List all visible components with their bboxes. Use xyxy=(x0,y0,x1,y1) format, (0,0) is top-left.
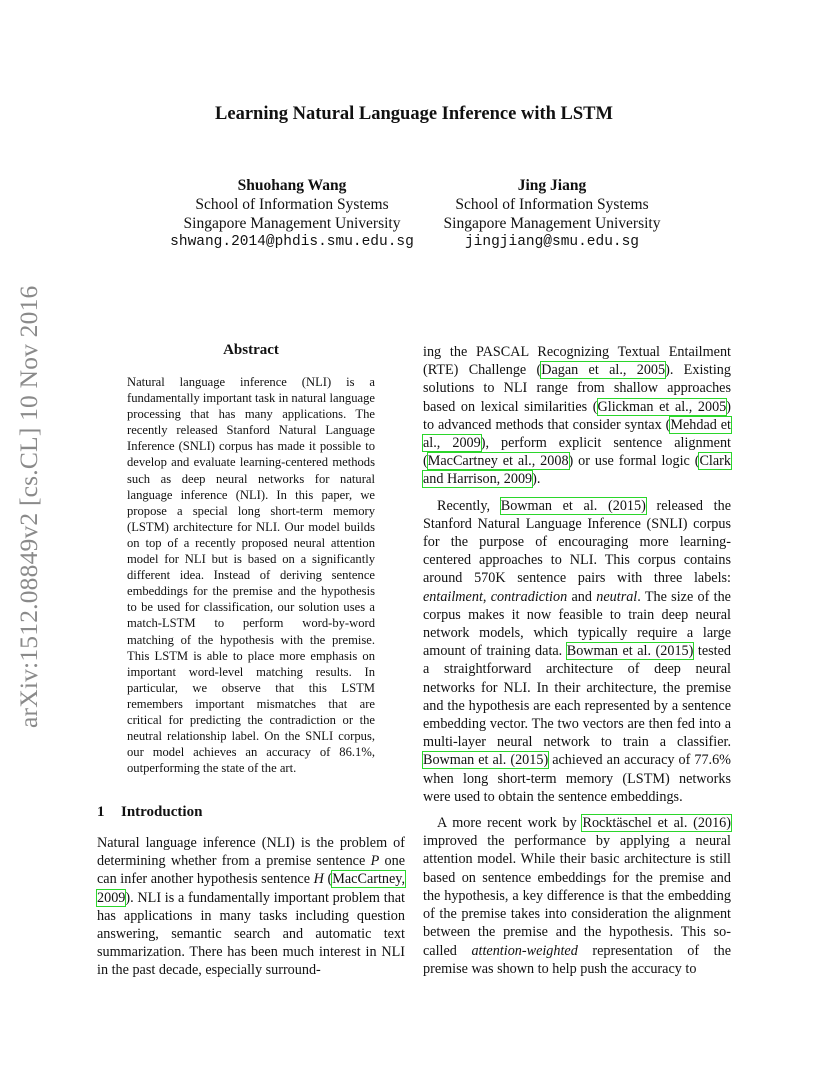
section-title: Introduction xyxy=(121,804,203,820)
citation-link[interactable]: Rocktäschel et al. (2016) xyxy=(582,815,731,832)
author-affiliation: School of Information Systems xyxy=(455,196,649,213)
citation-link[interactable]: Bowman et al. (2015) xyxy=(423,752,549,769)
citation-link[interactable]: Mehdad et al., 2009 xyxy=(423,416,731,452)
arxiv-stamp: arXiv:1512.08849v2 [cs.CL] 10 Nov 2016 xyxy=(14,285,43,728)
author-email: jingjiang@smu.edu.sg xyxy=(464,234,640,250)
citation-link[interactable]: Bowman et al. (2015) xyxy=(566,643,694,660)
emphasis: entailment xyxy=(423,588,483,605)
citation-link[interactable]: Glickman et al., 2005 xyxy=(597,398,727,415)
emphasis: contradiction xyxy=(490,588,568,605)
intro-paragraph-1: Natural language inference (NLI) is the problem of determining whether from a premise sentence P one can infer another hypothesis sentence H (MacCartney, 2009). NLI is a fundamentally important problem that has applications in many tasks including question answering, semantic search and automatic text summarization. There has been much interest in NLI in the past decade, especially surround- xyxy=(97,835,406,979)
author-affiliation: School of Information Systems xyxy=(195,196,389,213)
intro-paragraph-1-cont: ing the PASCAL Recognizing Textual Entailment (RTE) Challenge (Dagan et al., 2005). Existing solutions to NLI range from shallow approaches based on lexical similarities (Glickman et al., 2005) to advanced methods that consider syntax (Mehdad et al., 2009), perform explicit sentence alignment (MacCartney et al., 2008) or use formal logic (Clark and Harrison, 2009). xyxy=(423,344,731,488)
math-var: H xyxy=(313,871,324,888)
section-number: 1 xyxy=(97,804,105,820)
intro-paragraph-3: A more recent work by Rocktäschel et al. (2016) improved the performance by applying a neural attention model. While their basic architecture is still based on sentence embeddings for the premise and the hypothesis, a key difference is that the embedding of the premise takes into consideration the alignment between the premise and the hypothesis. This so-called attention-weighted representation of the premise was shown to help push the accuracy to xyxy=(423,815,732,977)
citation-link[interactable]: Bowman et al. (2015) xyxy=(500,497,646,514)
author-institution: Singapore Management University xyxy=(183,215,401,232)
citation-link[interactable]: MacCartney et al., 2008 xyxy=(427,453,569,470)
author-name: Shuohang Wang xyxy=(237,177,347,194)
section-heading xyxy=(97,804,202,821)
intro-paragraph-2: Recently, Bowman et al. (2015) released the Stanford Natural Language Inference (SNLI) corpus for the purpose of encouraging more learning-centered approaches to NLI. This corpus contains around 570K sentence pairs with three labels: entailment, contradiction and neutral. The size of the corpus makes it now feasible to train deep neural network models, which typically require a large amount of training data. Bowman et al. (2015) tested a straightforward architecture of deep neural networks for NLI. In their architecture, the premise and the hypothesis are each represented by a sentence embedding vector. The two vectors are then fed into a multi-layer neural network to train a classifier. Bowman et al. (2015) achieved an accuracy of 77.6% when long short-term memory (LSTM) networks were used to obtain the sentence embeddings. xyxy=(423,497,732,805)
emphasis: neutral xyxy=(596,588,638,605)
citation-link[interactable]: MacCartney, 2009 xyxy=(97,871,406,906)
author-name: Jing Jiang xyxy=(517,177,587,194)
author-block xyxy=(392,176,712,252)
abstract-heading: Abstract xyxy=(223,342,279,358)
paper-title: Learning Natural Language Inference with LSTM xyxy=(215,104,613,124)
intro-continuation xyxy=(423,343,731,978)
author-institution: Singapore Management University xyxy=(443,215,661,232)
author-email: shwang.2014@phdis.smu.edu.sg xyxy=(170,234,414,250)
math-var: P xyxy=(370,853,380,870)
abstract-text: Natural language inference (NLI) is a fundamentally important task in natural language processing that has many applications. The recently released Stanford Natural Language Inference (SNLI) corpus has made it possible to develop and evaluate learning-centered methods such as deep neural networks for natural language inference (NLI). In this paper, we propose a special long short-term memory (LSTM) architecture for NLI. Our model builds on top of a recently proposed neural attention model for NLI but is based on a significantly different idea. Instead of deriving sentence embeddings for the premise and the hypothesis to be used for classification, our solution uses a match-LSTM to perform word-by-word matching of the hypothesis with the premise. This LSTM is able to place more emphasis on important word-level matching results. In particular, we observe that this LSTM remembers important mismatches that are critical for predicting the contradiction or the neutral relationship label. On the SNLI corpus, our model achieves an accuracy of 86.1%, outperforming the state of the art. xyxy=(127,375,375,776)
emphasis: attention-weighted xyxy=(471,942,578,959)
citation-link[interactable]: Dagan et al., 2005 xyxy=(541,362,666,379)
citation-link[interactable]: Clark and Harrison, 2009 xyxy=(423,453,731,488)
